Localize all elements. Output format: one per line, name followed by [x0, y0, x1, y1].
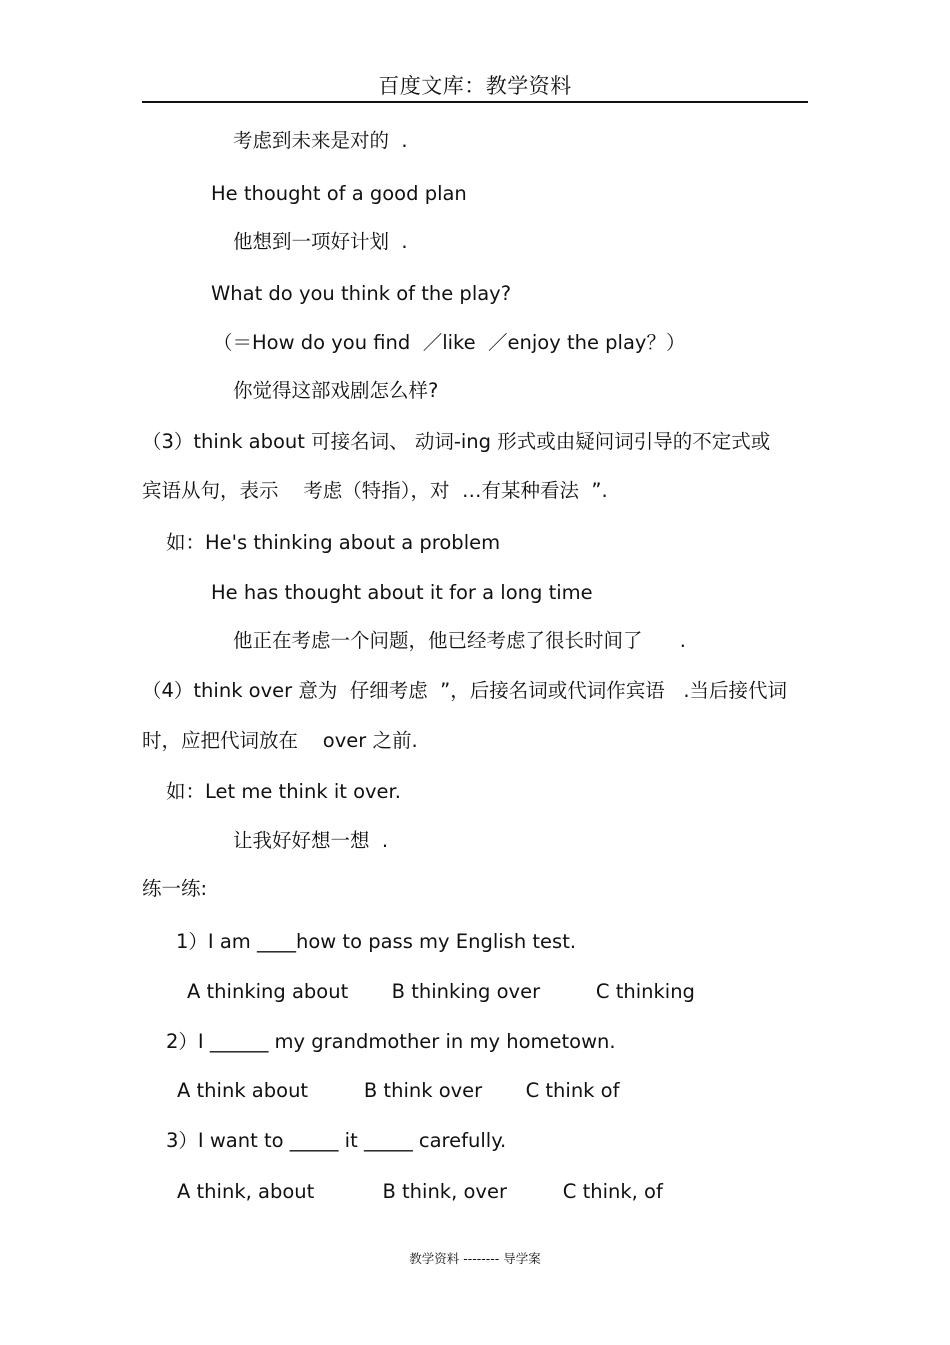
text-line: 3）I want to _____ it _____ carefully.: [166, 1129, 507, 1152]
text-line: （4）think over 意为 仔细考虑 ”，后接名词或代词作宾语 .当后接代词: [142, 679, 788, 702]
text-line: A thinking about B thinking over C thinking: [187, 980, 695, 1003]
text-line: 你觉得这部戏剧怎么样?: [233, 379, 439, 402]
text-line: He thought of a good plan: [211, 182, 467, 205]
text-line: A think about B think over C think of: [177, 1079, 620, 1102]
text-line: What do you think of the play?: [211, 282, 512, 305]
text-line: 时，应把代词放在 over 之前.: [142, 729, 418, 752]
text-line: 考虑到未来是对的 .: [233, 129, 408, 152]
text-line: 宾语从句，表示 考虑（特指），对 …有某种看法 ”.: [142, 479, 608, 502]
text-line: （＝How do you find ／like ／enjoy the play？）: [213, 331, 686, 354]
text-line: 1）I am ____how to pass my English test.: [176, 930, 577, 953]
text-line: （3）think about 可接名词、 动词-ing 形式或由疑问词引导的不定式或: [142, 430, 771, 453]
text-line: 他正在考虑一个问题，他已经考虑了很长时间了 .: [233, 629, 686, 652]
text-line: 他想到一项好计划 .: [233, 230, 408, 253]
page-footer: 教学资料 -------- 导学案: [409, 1251, 541, 1266]
text-line: 让我好好想一想 .: [233, 829, 389, 852]
text-line: 练一练:: [142, 877, 208, 900]
text-line: 2）I ______ my grandmother in my hometown.: [166, 1030, 616, 1053]
text-line: He has thought about it for a long time: [211, 581, 593, 604]
page-header-title: 百度文库：教学资料: [378, 74, 572, 98]
header-rule: [142, 101, 808, 103]
text-line: A think, about B think, over C think, of: [177, 1180, 663, 1203]
text-line: 如：Let me think it over.: [166, 780, 401, 803]
text-line: 如：He's thinking about a problem: [166, 531, 501, 554]
